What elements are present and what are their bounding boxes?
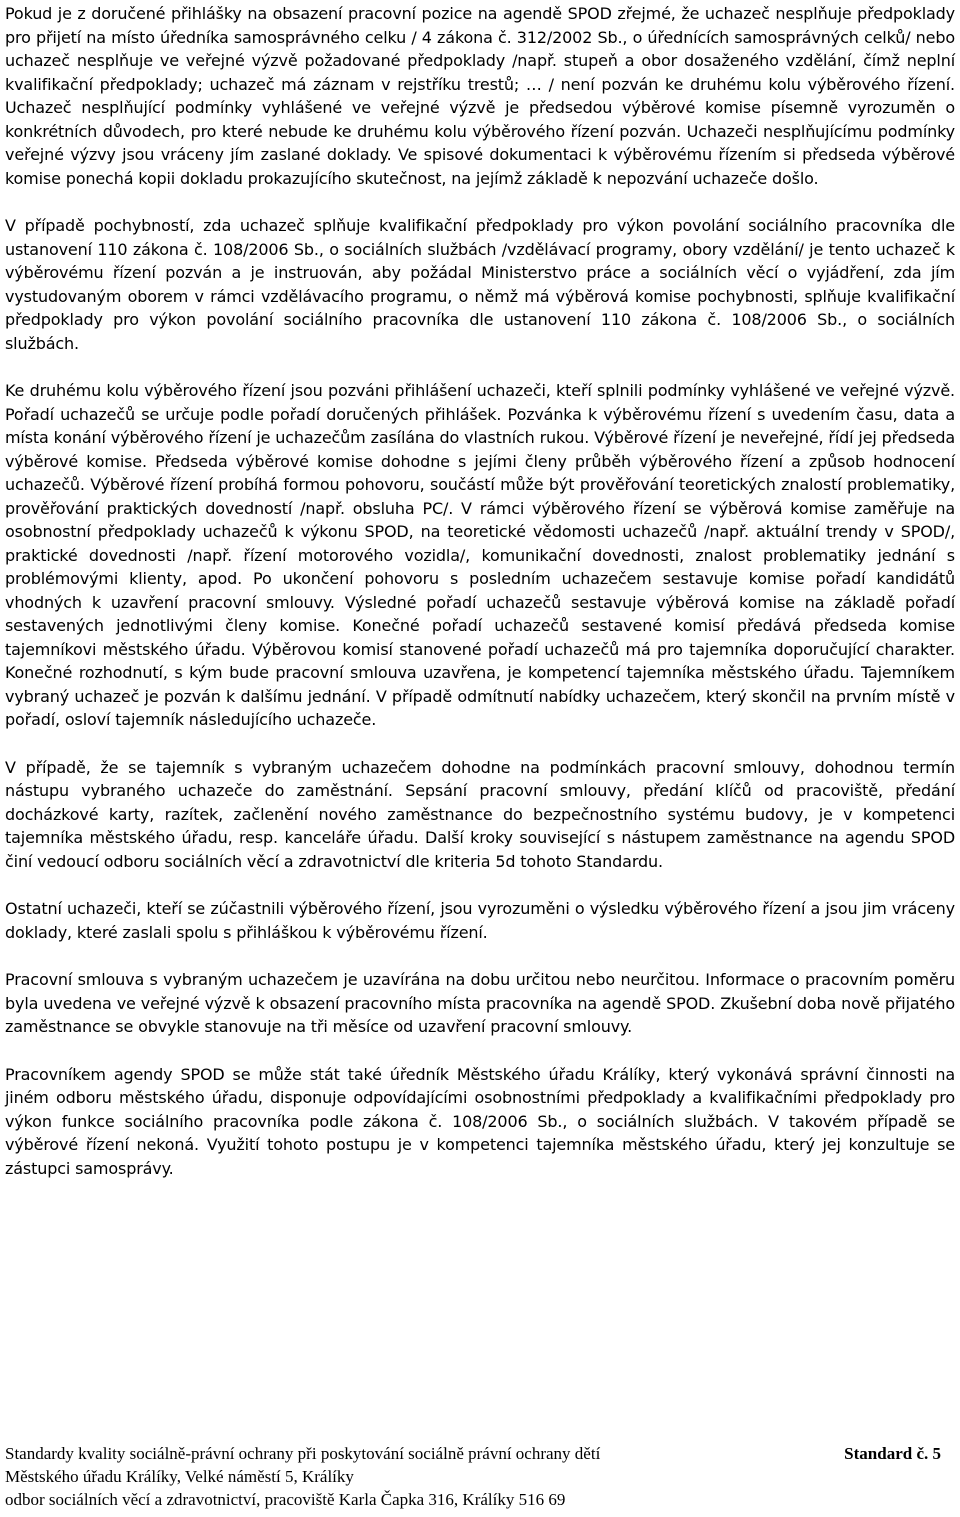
page-footer: [5, 1442, 941, 1511]
paragraph-4: V případě, že se tajemník s vybraným uchazečem dohodne na podmínkách pracovní smlouvy, dohodnou termín nástupu vybraného uchazeče do zaměstnání. Sepsání pracovní smlouvy, předání klíčů od pracoviště, předání docházkové karty, razítek, začlenění nového zaměstnance do bezpečnostního systému budovy, je v kompetenci tajemníka městského úřadu, resp. kanceláře úřadu. Další kroky související s nástupem zaměstnance na agendu SPOD činí vedoucí odboru sociálních věcí a zdravotnictví dle kriteria 5d tohoto Standardu.: [5, 757, 955, 871]
paragraph-7: Pracovníkem agendy SPOD se může stát také úředník Městského úřadu Králíky, který vykonává správní činnosti na jiném odboru městského úřadu, disponuje odpovídajícími osobnostními předpoklady a kvalifikačními předpoklady pro výkon funkce sociálního pracovníka podle zákona č. 108/2006 Sb., o sociálních službách. V takovém případě se výběrové řízení nekoná. Využití tohoto postupu je v kompetenci tajemníka městského úřadu, který jej konzultuje se zástupci samosprávy.: [5, 1064, 955, 1178]
paragraph-1: Pokud je z doručené přihlášky na obsazení pracovní pozice na agendě SPOD zřejmé, že uchazeč nesplňuje předpoklady pro přijetí na místo úředníka samosprávného celku / 4 zákona č. 312/2002 Sb., o úřednících samosprávných celků/ nebo uchazeč nesplňuje ve veřejné výzvě požadované předpoklady /např. stupeň a obor dosaženého vzdělání, čímž neplní kvalifikační předpoklady; uchazeč má záznam v rejstříku trestů; … / není pozván ke druhému kolu výběrového řízení. Uchazeč nesplňující podmínky vyhlášené ve veřejné výzvě je předsedou výběrové komise písemně vyrozuměn o konkrétních důvodech, pro které nebude ke druhému kolu výběrového řízení pozván. Uchazeči nesplňujícímu podmínky veřejné výzvy jsou vráceny jím zaslané doklady. Ve spisové dokumentaci k výběrovému řízením si předseda výběrové komise ponechá kopii dokladu prokazujícího skutečnost, na jejímž základě k nepozvání uchazeče došlo.: [5, 4, 955, 188]
paragraph-5: Ostatní uchazeči, kteří se zúčastnili výběrového řízení, jsou vyrozuměni o výsledku výběrového řízení a jsou jim vráceny doklady, které zaslali spolu s přihláškou k výběrovému řízení.: [5, 899, 955, 942]
footer-department: odbor sociálních věcí a zdravotnictví, pracoviště Karla Čapka 316, Králíky 516 69: [5, 1490, 566, 1509]
footer-first-row: [5, 1442, 941, 1465]
footer-standard-number: Standard č. 5: [844, 1444, 941, 1463]
paragraph-2: V případě pochybností, zda uchazeč splňuje kvalifikační předpoklady pro výkon povolání sociálního pracovníka dle ustanovení 110 zákona č. 108/2006 Sb., o sociálních službách /vzdělávací programy, obory vzdělání/ je tento uchazeč k výběrovému řízení pozván a je instruován, aby požádal Ministerstvo práce a sociálních věcí o vyjádření, zda jím vystudovaným oborem v rámci vzdělávacího programu, o němž má výběrová komise pochybnosti, splňuje kvalifikační předpoklady pro výkon povolání sociálního pracovníka dle ustanovení 110 zákona č. 108/2006 Sb., o sociálních službách.: [5, 216, 955, 353]
paragraph-3: Ke druhému kolu výběrového řízení jsou pozváni přihlášení uchazeči, kteří splnili podmínky vyhlášené ve veřejné výzvě. Pořadí uchazečů se určuje podle pořadí doručených přihlášek. Pozvánka k výběrovému řízení s uvedením času, data a místa konání výběrového řízení je uchazečům zasílána do vlastních rukou. Výběrové řízení je neveřejné, řídí jej předseda výběrové komise. Předseda výběrové komise dohodne s jejími členy průběh výběrového řízení a způsob hodnocení uchazečů. Výběrové řízení probíhá formou pohovoru, součástí může být prověřování teoretických znalostí problematiky, prověřování praktických dovedností /např. obsluha PC/. V rámci výběrového řízení se výběrová komise zaměřuje na osobnostní předpoklady uchazečů k výkonu SPOD, na teoretické vědomosti uchazečů /např. aktuální trendy v SPOD/, praktické dovednosti /např. řízení motorového vozidla/, komunikační dovednosti, znalost problematiky jednání s problémovými klienty, apod. Po ukončení pohovoru s posledním uchazečem sestavuje komise pořadí kandidátů vhodných k uzavření pracovní smlouvy. Výsledné pořadí uchazečů sestavuje výběrová komise na základě pořadí sestavených jednotlivými členy komise. Konečné pořadí uchazečů sestavené komisí předává předseda komise tajemníkovi městského úřadu. Výběrovou komisí stanovené pořadí uchazečů má pro tajemníka doporučující charakter. Konečné rozhodnutí, s kým bude pracovní smlouva uzavřena, je kompetencí tajemníka městského úřadu. Tajemníkem vybraný uchazeč je pozván k dalšímu jednání. V případě odmítnutí nabídky uchazečem, který skončil na prvním místě v pořadí, osloví tajemník následujícího uchazeče.: [5, 381, 955, 729]
footer-address: Městského úřadu Králíky, Velké náměstí 5, Králíky: [5, 1467, 354, 1486]
paragraph-6: Pracovní smlouva s vybraným uchazečem je uzavírána na dobu určitou nebo neurčitou. Informace o pracovním poměru byla uvedena ve veřejné výzvě k obsazení pracovního místa pracovníka na agendě SPOD. Zkušební doba nově přijatého zaměstnance se obvykle stanovuje na tři měsíce od uzavření pracovní smlouvy.: [5, 970, 955, 1036]
document-body: [5, 2, 955, 1204]
footer-title: Standardy kvality sociálně-právní ochrany při poskytování sociálně právní ochrany dětí: [5, 1444, 601, 1463]
